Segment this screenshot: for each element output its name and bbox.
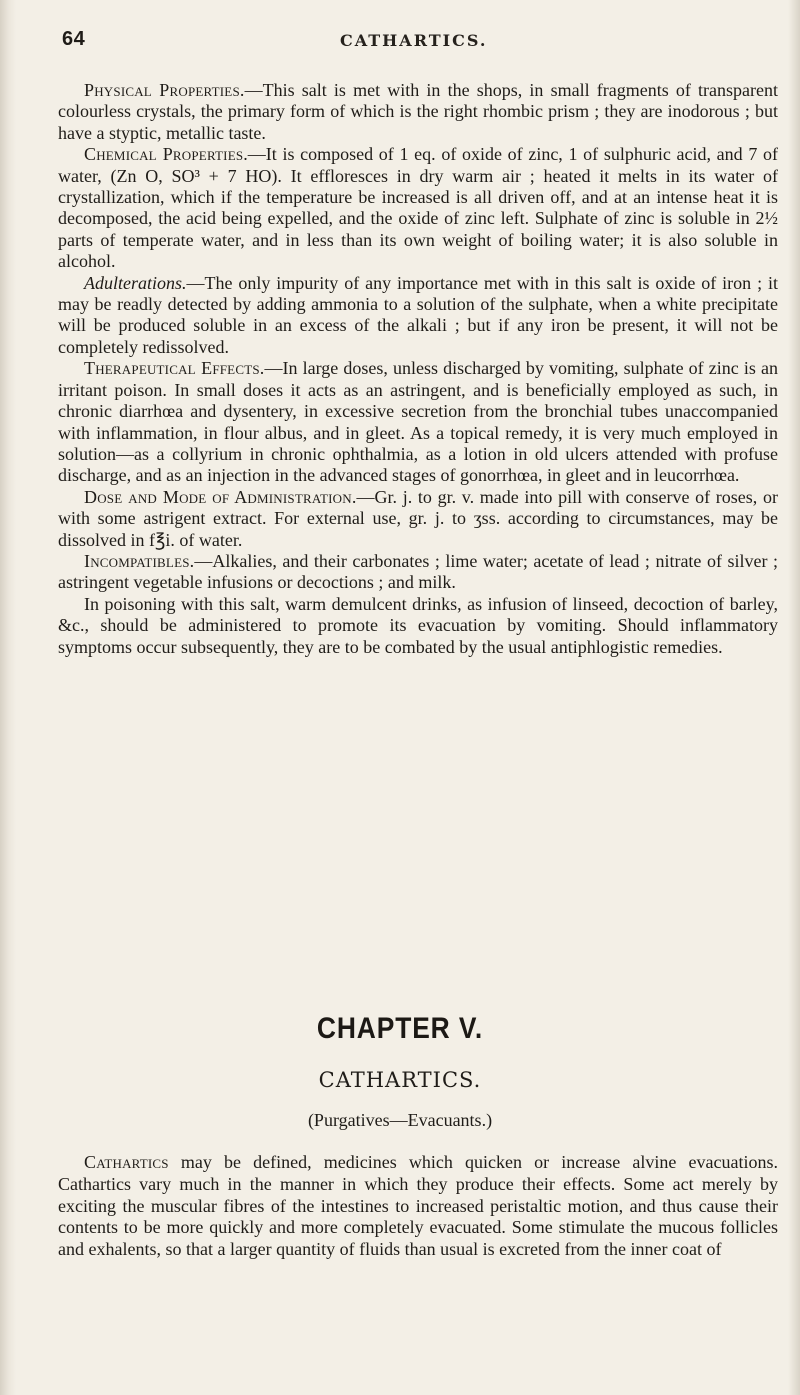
chapter-title: CHAPTER V. (316, 1012, 484, 1045)
heading-therapeutical-effects: Therapeutical Effects. (84, 358, 265, 379)
page-header (58, 28, 778, 58)
heading-incompatibles: Incompatibles. (84, 550, 195, 571)
paragraph-therapeutical-effects (58, 358, 778, 486)
heading-adulterations: Adulterations. (84, 272, 187, 293)
paragraph-adulterations (58, 273, 778, 359)
main-text (58, 80, 778, 658)
paragraph-incompatibles (58, 551, 778, 594)
heading-dose: Dose and Mode of Administration. (84, 486, 357, 507)
page-number: 64 (62, 28, 86, 50)
text-therapeutical-effects: —In large doses, unless discharged by vomiting, sulphate of zinc is an irritant poison. In small doses it acts as an astringent, and is beneficially employed as such, in chronic diarrhœa and dysentery, in excessive secretion from the bronchial tubes unaccompanied with inflammation, in flour albus, and in gleet. As a topical remedy, it is very much employed in solution—as a collyrium in chronic ophthalmia, as a lotion in old ulcers attended with profuse discharge, and as an injection in the advanced stages of gonorrhœa, in gleet and in leucorrhœa. (58, 358, 778, 486)
paragraph-physical-properties (58, 80, 778, 144)
section-subtitle: (Purgatives—Evacuants.) (307, 1110, 493, 1130)
paragraph-chemical-properties (58, 144, 778, 272)
text-dose: —Gr. j. to gr. v. made into pill with conserve of roses, or with some astrigent extract. For external use, gr. j. to ʒss. according to circumstances, may be dissolved in f℥i. of water. (58, 486, 778, 550)
page-edge-shadow (788, 0, 800, 1395)
text-physical-properties: —This salt is met with in the shops, in small fragments of transparent colourless crystals, the primary form of which is the right rhombic prism ; they are inodorous ; but have a styptic, metallic taste. (58, 80, 778, 143)
heading-chemical-properties: Chemical Properties (84, 144, 244, 165)
running-head: CATHARTICS. (340, 31, 488, 50)
section-title: CATHARTICS. (318, 1068, 482, 1092)
text-adulterations: —The only impurity of any importance met with in this salt is oxide of iron ; it may be readly detected by adding ammonia to a solution of the sulphate, when a white precipitate will be produced soluble in an excess of the alkali ; but if any iron be present, it will not be completely redissolved. (58, 272, 778, 357)
text-poisoning: In poisoning with this salt, warm demulcent drinks, as infusion of linseed, decoction of barley, &c., should be administered to promote its evacuation by vomiting. Should inflammatory symptoms occur subsequently, they are to be combated by the usual antiphlogistic remedies. (58, 593, 778, 657)
heading-cathartics: Cathartics (84, 1152, 169, 1172)
text-chemical-properties: .—It is composed of 1 eq. of oxide of zinc, 1 of sulphuric acid, and 7 of water, (Zn O, SO³ + 7 HO). It effloresces in dry warm air ; heated it melts in its water of crystallization, which if the temperature be increased is all driven off, and at an intense heat it is decomposed, the acid being expelled, and the oxide of zinc left. Sulphate of zinc is soluble in 2½ parts of temperate water, and in less than its own weight of boiling water; it is also soluble in alcohol. (58, 144, 778, 272)
paragraph-cathartics (58, 1152, 778, 1261)
paragraph-dose (58, 487, 778, 551)
text-cathartics: may be defined, medicines which quicken or increase alvine evacuations. Cathartics vary much in the manner in which they produce their effects. Some act merely by exciting the muscular fibres of the intestines to increased peristaltic motion, and thus cause their contents to be more quickly and more completely evacuated. Some stimulate the mucous follicles and exhalents, so that a larger quantity of fluids than usual is excreted from the inner coat of (58, 1152, 778, 1260)
heading-physical-properties: Physical Properties. (84, 80, 245, 100)
paragraph-poisoning (58, 594, 778, 658)
cathartics-text (58, 1152, 778, 1261)
text-incompatibles: —Alkalies, and their carbonates ; lime water; acetate of lead ; nitrate of silver ; astringent vegetable infusions or decoctions ; and milk. (58, 550, 778, 593)
page-binding-shadow (0, 0, 16, 1395)
